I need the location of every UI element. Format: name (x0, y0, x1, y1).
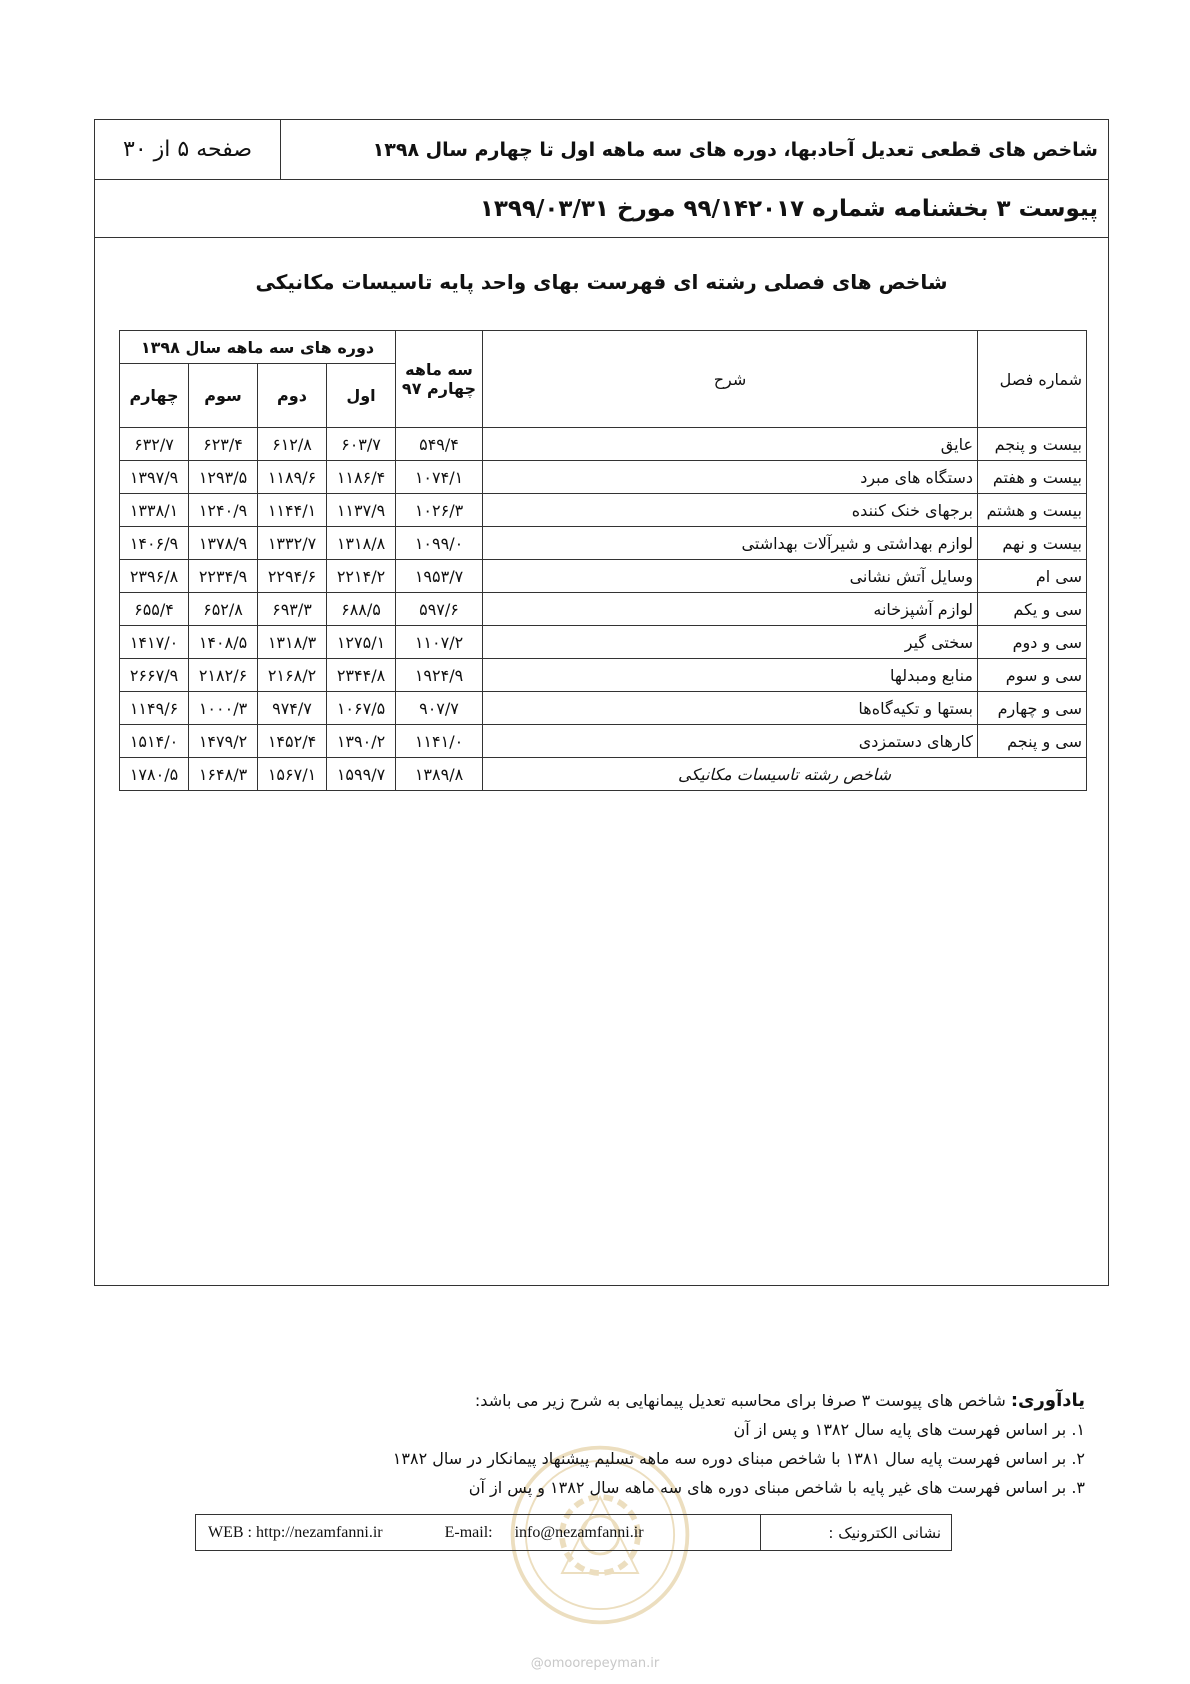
section-title: شاخص های فصلی رشته ای فهرست بهای واحد پایه تاسیسات مکانیکی (255, 270, 948, 294)
q2-cell: ۱۳۱۸/۳ (258, 626, 327, 659)
total-row (120, 758, 1087, 791)
q3-cell: ۱۳۷۸/۹ (189, 527, 258, 560)
q1-cell: ۱۲۷۵/۱ (327, 626, 396, 659)
note-item: ۲. بر اساس فهرست پایه سال ۱۳۸۱ با شاخص مبنای دوره سه ماهه تسلیم پیشنهاد پیمانکار در سال ۱۳۸۲ (392, 1449, 1085, 1468)
q2-cell: ۱۳۳۲/۷ (258, 527, 327, 560)
q97-cell: ۱۹۲۴/۹ (396, 659, 483, 692)
chapter-cell: بیست و پنجم (978, 428, 1087, 461)
q3-cell: ۶۵۲/۸ (189, 593, 258, 626)
header-quarter-group: دوره های سه ماهه سال ۱۳۹۸ (120, 331, 396, 364)
chapter-cell: سی و پنجم (978, 725, 1087, 758)
table-row (120, 461, 1087, 494)
q4-cell: ۶۳۲/۷ (120, 428, 189, 461)
table-row (120, 626, 1087, 659)
desc-cell: لوازم آشپزخانه (483, 593, 978, 626)
q97-cell: ۱۹۵۳/۷ (396, 560, 483, 593)
desc-cell: بستها و تکیه‌گاه‌ها (483, 692, 978, 725)
chapter-cell: بیست و نهم (978, 527, 1087, 560)
q4-cell: ۶۵۵/۴ (120, 593, 189, 626)
notes-intro: شاخص های پیوست ۳ صرفا برای محاسبه تعدیل پیمانهایی به شرح زیر می باشد: (474, 1391, 1006, 1410)
q3-cell: ۲۱۸۲/۶ (189, 659, 258, 692)
q4-cell: ۱۴۰۶/۹ (120, 527, 189, 560)
q3-cell: ۱۲۹۳/۵ (189, 461, 258, 494)
q4-cell: ۱۴۱۷/۰ (120, 626, 189, 659)
chapter-cell: سی و یکم (978, 593, 1087, 626)
q97-cell: ۹۰۷/۷ (396, 692, 483, 725)
header-chapter: شماره فصل (978, 331, 1087, 428)
q97-cell: ۱۱۰۷/۲ (396, 626, 483, 659)
chapter-cell: سی و دوم (978, 626, 1087, 659)
q97-cell: ۱۰۷۴/۱ (396, 461, 483, 494)
header-q4: چهارم (120, 364, 189, 428)
q1-cell: ۱۱۸۶/۴ (327, 461, 396, 494)
table-row (120, 659, 1087, 692)
q3-cell: ۶۲۳/۴ (189, 428, 258, 461)
q3-cell: ۱۴۰۸/۵ (189, 626, 258, 659)
q2-cell: ۱۱۸۹/۶ (258, 461, 327, 494)
q2-cell: ۲۲۹۴/۶ (258, 560, 327, 593)
q2-cell: ۹۷۴/۷ (258, 692, 327, 725)
header-q3: سوم (189, 364, 258, 428)
index-table (119, 330, 1087, 791)
q1-cell: ۱۱۳۷/۹ (327, 494, 396, 527)
header-row (95, 120, 1108, 180)
desc-cell: منابع ومبدلها (483, 659, 978, 692)
q97-cell: ۱۰۹۹/۰ (396, 527, 483, 560)
contact-links (196, 1515, 761, 1550)
page-number: صفحه ۵ از ۳۰ (95, 120, 281, 179)
chapter-cell: سی و سوم (978, 659, 1087, 692)
chapter-cell: سی و چهارم (978, 692, 1087, 725)
total-q2-cell: ۱۵۶۷/۱ (258, 758, 327, 791)
q1-cell: ۱۳۹۰/۲ (327, 725, 396, 758)
q4-cell: ۱۱۴۹/۶ (120, 692, 189, 725)
chapter-cell: سی ام (978, 560, 1087, 593)
q3-cell: ۱۴۷۹/۲ (189, 725, 258, 758)
contact-box (195, 1514, 952, 1551)
q1-cell: ۲۳۴۴/۸ (327, 659, 396, 692)
q3-cell: ۱۲۴۰/۹ (189, 494, 258, 527)
total-q3-cell: ۱۶۴۸/۳ (189, 758, 258, 791)
table-row (120, 560, 1087, 593)
table-row (120, 494, 1087, 527)
desc-cell: برجهای خنک کننده (483, 494, 978, 527)
q97-cell: ۵۹۷/۶ (396, 593, 483, 626)
total-q4-cell: ۱۷۸۰/۵ (120, 758, 189, 791)
website-link[interactable]: WEB : http://nezamfanni.ir (208, 1523, 383, 1541)
q2-cell: ۱۱۴۴/۱ (258, 494, 327, 527)
table-row (120, 593, 1087, 626)
desc-cell: سختی گیر (483, 626, 978, 659)
q97-cell: ۱۱۴۱/۰ (396, 725, 483, 758)
annex-title: پیوست ۳ بخشنامه شماره ۹۹/۱۴۲۰۱۷ مورخ ۱۳۹۹/۰۳/۳۱ (95, 180, 1108, 238)
q3-cell: ۲۲۳۴/۹ (189, 560, 258, 593)
desc-cell: کارهای دستمزدی (483, 725, 978, 758)
notes-label: یادآوری: (1010, 1390, 1085, 1411)
q2-cell: ۱۴۵۲/۴ (258, 725, 327, 758)
header-q97: سه ماهه چهارم ۹۷ (396, 331, 483, 428)
chapter-cell: بیست و هشتم (978, 494, 1087, 527)
q4-cell: ۲۶۶۷/۹ (120, 659, 189, 692)
q3-cell: ۱۰۰۰/۳ (189, 692, 258, 725)
q2-cell: ۶۱۲/۸ (258, 428, 327, 461)
total-desc-cell: شاخص رشته تاسیسات مکانیکی (483, 758, 1087, 791)
q4-cell: ۱۵۱۴/۰ (120, 725, 189, 758)
q97-cell: ۵۴۹/۴ (396, 428, 483, 461)
table-row (120, 692, 1087, 725)
header-desc: شرح (483, 331, 978, 428)
q2-cell: ۶۹۳/۳ (258, 593, 327, 626)
contact-label: نشانی الکترونیک : (828, 1523, 941, 1542)
header-q1: اول (327, 364, 396, 428)
notes-intro-line (305, 1386, 1085, 1415)
document-frame (94, 119, 1109, 1286)
q2-cell: ۲۱۶۸/۲ (258, 659, 327, 692)
watermark-url: @omoorepeyman.ir (530, 1656, 660, 1671)
q1-cell: ۱۰۶۷/۵ (327, 692, 396, 725)
note-item: ۳. بر اساس فهرست های غیر پایه با شاخص مبنای دوره های سه ماهه سال ۱۳۸۲ و پس از آن (468, 1478, 1085, 1497)
total-q97-cell: ۱۳۸۹/۸ (396, 758, 483, 791)
desc-cell: دستگاه های مبرد (483, 461, 978, 494)
email-link[interactable]: info@nezamfanni.ir (514, 1523, 644, 1541)
table-row (120, 428, 1087, 461)
desc-cell: لوازم بهداشتی و شیرآلات بهداشتی (483, 527, 978, 560)
q1-cell: ۶۸۸/۵ (327, 593, 396, 626)
table-row (120, 527, 1087, 560)
document-title: شاخص های قطعی تعدیل آحادبها، دوره های سه ماهه اول تا چهارم سال ۱۳۹۸ (372, 138, 1098, 161)
table-row (120, 725, 1087, 758)
q4-cell: ۲۳۹۶/۸ (120, 560, 189, 593)
desc-cell: عایق (483, 428, 978, 461)
q1-cell: ۲۲۱۴/۲ (327, 560, 396, 593)
total-q1-cell: ۱۵۹۹/۷ (327, 758, 396, 791)
q1-cell: ۱۳۱۸/۸ (327, 527, 396, 560)
notes-section (305, 1386, 1085, 1502)
desc-cell: وسایل آتش نشانی (483, 560, 978, 593)
q97-cell: ۱۰۲۶/۳ (396, 494, 483, 527)
q4-cell: ۱۳۳۸/۱ (120, 494, 189, 527)
q4-cell: ۱۳۹۷/۹ (120, 461, 189, 494)
email-label: E-mail: (444, 1523, 493, 1541)
note-item: ۱. بر اساس فهرست های پایه سال ۱۳۸۲ و پس از آن (733, 1420, 1085, 1439)
chapter-cell: بیست و هفتم (978, 461, 1087, 494)
header-q2: دوم (258, 364, 327, 428)
q1-cell: ۶۰۳/۷ (327, 428, 396, 461)
